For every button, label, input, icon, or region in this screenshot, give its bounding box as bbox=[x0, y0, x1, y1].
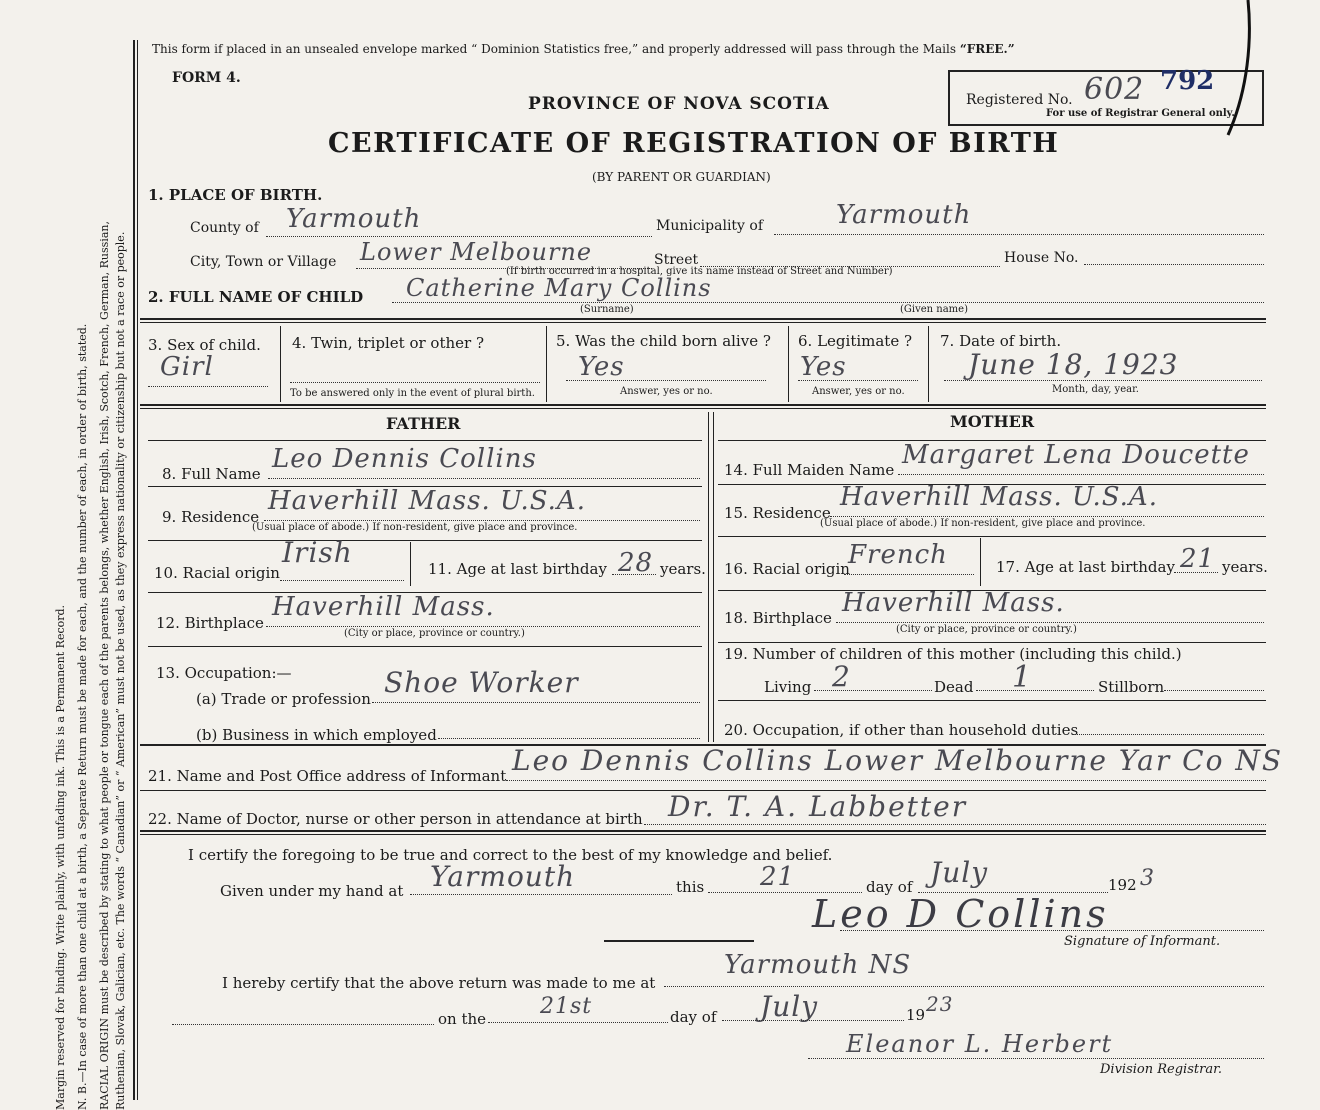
registrar-note: For use of Registrar General only. bbox=[1046, 108, 1235, 119]
dob-line bbox=[944, 380, 1262, 381]
hospital-note: (If birth occurred in a hospital, give its name instead of Street and Number) bbox=[506, 266, 893, 277]
informant-label: 21. Name and Post Office address of Informant bbox=[148, 767, 507, 785]
informant-signature: Leo D Collins bbox=[812, 892, 1109, 936]
mother-birthplace-note: (City or place, province or country.) bbox=[896, 624, 1077, 635]
dob-value: June 18, 1923 bbox=[968, 348, 1179, 381]
registrar-day-line bbox=[488, 1022, 668, 1023]
informant-line bbox=[506, 780, 1266, 781]
alive-line bbox=[566, 380, 766, 381]
mother-name-value: Margaret Lena Doucette bbox=[902, 440, 1250, 470]
child-name-label: 2. FULL NAME OF CHILD bbox=[148, 288, 364, 306]
legit-value: Yes bbox=[800, 352, 847, 382]
twin-line bbox=[290, 382, 540, 383]
registrar-month: July bbox=[760, 990, 819, 1023]
father-residence-note: (Usual place of abode.) If non-resident, give place and province. bbox=[252, 522, 578, 533]
divider-v2 bbox=[546, 326, 547, 402]
registrar-signature-label: Division Registrar. bbox=[1100, 1062, 1222, 1077]
sex-label: 3. Sex of child. bbox=[148, 336, 261, 354]
form-number: FORM 4. bbox=[172, 70, 241, 86]
father-name-line bbox=[268, 478, 700, 479]
municipality-line bbox=[774, 234, 1264, 235]
margin-notes bbox=[40, 30, 140, 1110]
certify-statement: I certify the foregoing to be true and correct to the best of my knowledge and belief. bbox=[188, 846, 833, 864]
registrar-statement: I hereby certify that the above return was made to me at bbox=[222, 974, 656, 992]
father-divider-age bbox=[410, 542, 411, 586]
registrar-year-suffix: 23 bbox=[926, 992, 954, 1016]
house-line bbox=[1084, 264, 1264, 265]
father-business-line bbox=[438, 738, 700, 739]
rule-2b bbox=[140, 408, 1266, 409]
mother-years: years. bbox=[1222, 558, 1268, 576]
registrar-month-line bbox=[722, 1020, 904, 1021]
father-years: years. bbox=[660, 560, 706, 578]
father-trade-line bbox=[372, 702, 700, 703]
province-heading: PROVINCE OF NOVA SCOTIA bbox=[528, 94, 830, 114]
divider-v4 bbox=[928, 326, 929, 402]
mother-dead-label: Dead bbox=[934, 678, 974, 696]
twin-note: To be answered only in the event of plural birth. bbox=[290, 388, 535, 399]
municipality-value: Yarmouth bbox=[836, 200, 972, 230]
father-name-label: 8. Full Name bbox=[162, 465, 261, 483]
day-of-label: day of bbox=[866, 878, 913, 896]
mother-heading: MOTHER bbox=[950, 412, 1035, 431]
registrar-on-the: on the bbox=[438, 1010, 487, 1028]
registered-box bbox=[948, 66, 1264, 126]
mother-dead-value: 1 bbox=[1012, 660, 1033, 695]
doctor-line bbox=[644, 824, 1266, 825]
this-label: this bbox=[676, 878, 705, 896]
mother-occupation-label: 20. Occupation, if other than household duties bbox=[724, 721, 1079, 739]
given-place: Yarmouth bbox=[430, 860, 576, 893]
margin-note-2: N. B.—In case of more than one child at a birth, a Separate Return must be made for each, and the number of each, in order of birth, stated. bbox=[76, 323, 89, 1110]
page-title: CERTIFICATE OF REGISTRATION OF BIRTH bbox=[328, 128, 1060, 159]
place-heading: 1. PLACE OF BIRTH. bbox=[148, 186, 323, 204]
margin-note-4: Ruthenian, Slovak, Galician, etc. The words “ Canadian” or “ American” must not be used, as they express nationality or citizenship but not a race or people. bbox=[114, 231, 127, 1110]
father-residence-label: 9. Residence bbox=[162, 508, 260, 526]
child-name-value: Catherine Mary Collins bbox=[406, 274, 712, 302]
father-business-label: (b) Business in which employed bbox=[196, 726, 437, 744]
mother-name-line bbox=[898, 474, 1264, 475]
father-age-line bbox=[612, 574, 656, 575]
father-trade-label: (a) Trade or profession bbox=[196, 690, 371, 708]
mother-birthplace-value: Haverhill Mass. bbox=[842, 588, 1065, 618]
mother-living-value: 2 bbox=[832, 660, 851, 693]
mother-residence-label: 15. Residence bbox=[724, 504, 831, 522]
father-racial-label: 10. Racial origin bbox=[154, 564, 280, 582]
given-month: July bbox=[930, 856, 989, 889]
registrar-signature-line bbox=[808, 1058, 1264, 1059]
father-racial-value: Irish bbox=[282, 536, 353, 569]
registrar-signature: Eleanor L. Herbert bbox=[846, 1030, 1114, 1058]
house-label: House No. bbox=[1004, 250, 1079, 266]
mother-residence-line bbox=[830, 516, 1264, 517]
father-rule-2 bbox=[148, 540, 702, 541]
margin-note-1: Margin reserved for binding. Write plainly, with unfading ink. This is a Permanent Record. bbox=[54, 604, 67, 1110]
margin-rule-inner bbox=[137, 40, 138, 1100]
legit-note: Answer, yes or no. bbox=[812, 386, 905, 397]
mother-rule-2 bbox=[718, 536, 1266, 537]
county-line bbox=[266, 236, 652, 237]
legit-line bbox=[798, 380, 918, 381]
father-trade-value: Shoe Worker bbox=[384, 666, 579, 699]
informant-signature-line bbox=[840, 930, 1264, 931]
registrar-place-line bbox=[664, 986, 1264, 987]
rule-1b bbox=[140, 322, 1266, 323]
margin-rule bbox=[133, 40, 135, 1100]
county-label: County of bbox=[190, 220, 259, 236]
given-year-suffix: 3 bbox=[1140, 866, 1155, 891]
divider-v1 bbox=[280, 326, 281, 402]
city-value: Lower Melbourne bbox=[360, 238, 593, 266]
registered-label: Registered No. bbox=[966, 92, 1073, 108]
mother-rule-5 bbox=[718, 700, 1266, 701]
mother-living-label: Living bbox=[764, 678, 812, 696]
mother-birthplace-label: 18. Birthplace bbox=[724, 609, 832, 627]
rule-5 bbox=[140, 830, 1266, 832]
mother-children-label: 19. Number of children of this mother (including this child.) bbox=[724, 645, 1182, 663]
registered-stamp: 792 bbox=[1160, 66, 1215, 96]
father-head-rule bbox=[148, 440, 702, 441]
mother-age-label: 17. Age at last birthday bbox=[996, 558, 1175, 576]
mother-racial-value: French bbox=[848, 540, 948, 570]
alive-label: 5. Was the child born alive ? bbox=[556, 332, 771, 350]
doctor-label: 22. Name of Doctor, nurse or other person in attendance at birth bbox=[148, 810, 643, 828]
mother-birthplace-line bbox=[836, 622, 1264, 623]
registered-number: 602 bbox=[1084, 72, 1145, 107]
mother-racial-label: 16. Racial origin bbox=[724, 560, 850, 578]
child-name-line bbox=[392, 302, 1264, 303]
registrar-place: Yarmouth NS bbox=[724, 950, 912, 980]
street-label: Street bbox=[654, 252, 699, 268]
rule-5b bbox=[140, 834, 1266, 835]
father-birthplace-label: 12. Birthplace bbox=[156, 614, 264, 632]
registrar-day-of: day of bbox=[670, 1008, 717, 1026]
given-year-prefix: 192 bbox=[1108, 876, 1137, 894]
father-occupation-label: 13. Occupation:— bbox=[156, 664, 292, 682]
alive-value: Yes bbox=[578, 352, 625, 382]
alive-note: Answer, yes or no. bbox=[620, 386, 713, 397]
surname-note: (Surname) bbox=[580, 304, 634, 315]
twin-label: 4. Twin, triplet or other ? bbox=[292, 334, 484, 352]
registrar-left-line bbox=[172, 1024, 434, 1025]
mother-name-label: 14. Full Maiden Name bbox=[724, 461, 895, 479]
informant-signature-label: Signature of Informant. bbox=[1064, 934, 1221, 949]
informant-value: Leo Dennis Collins Lower Melbourne Yar Co NS bbox=[512, 744, 1284, 777]
father-age-label: 11. Age at last birthday bbox=[428, 560, 607, 578]
doctor-value: Dr. T. A. Labbetter bbox=[668, 790, 968, 823]
postal-notice bbox=[152, 42, 1015, 56]
rule-1 bbox=[140, 318, 1266, 320]
certify-short-rule bbox=[604, 940, 754, 942]
margin-note-3: RACIAL ORIGIN must be described by stating to what people or tongue each of the parents belongs, whether English, Irish, Scotch, French, German, Russian, bbox=[98, 221, 111, 1110]
mother-living-line bbox=[814, 690, 932, 691]
given-label: Given under my hand at bbox=[220, 882, 404, 900]
father-racial-line bbox=[280, 580, 404, 581]
mother-racial-line bbox=[844, 574, 974, 575]
ink-stroke-decoration bbox=[1218, 0, 1258, 140]
municipality-label: Municipality of bbox=[656, 218, 764, 234]
mother-age-line bbox=[1174, 572, 1218, 573]
mother-residence-value: Haverhill Mass. U.S.A. bbox=[840, 482, 1158, 512]
mother-residence-note: (Usual place of abode.) If non-resident, give place and province. bbox=[820, 518, 1146, 529]
sex-line bbox=[148, 386, 268, 387]
mother-dead-line bbox=[976, 690, 1094, 691]
father-rule-4 bbox=[148, 646, 702, 647]
this-day: 21 bbox=[760, 862, 796, 892]
given-name-note: (Given name) bbox=[900, 304, 968, 315]
registrar-year-prefix: 19 bbox=[906, 1006, 926, 1024]
dob-note: Month, day, year. bbox=[1052, 384, 1139, 395]
registrar-day: 21st bbox=[540, 994, 593, 1019]
postal-notice-text: This form if placed in an unsealed envelope marked “ Dominion Statistics free,” and properly addressed will pass through the Mails bbox=[152, 42, 956, 56]
postal-free-text: “FREE.” bbox=[959, 42, 1015, 56]
dob-label: 7. Date of birth. bbox=[940, 332, 1062, 350]
mother-divider-age bbox=[980, 538, 981, 586]
parent-divider-a bbox=[708, 412, 709, 742]
father-birthplace-line bbox=[266, 626, 700, 627]
father-birthplace-note: (City or place, province or country.) bbox=[344, 628, 525, 639]
father-age-value: 28 bbox=[618, 548, 654, 578]
father-name-value: Leo Dennis Collins bbox=[272, 444, 537, 474]
father-heading: FATHER bbox=[386, 414, 461, 433]
mother-stillborn-label: Stillborn bbox=[1098, 678, 1165, 696]
sex-value: Girl bbox=[160, 352, 214, 382]
legit-label: 6. Legitimate ? bbox=[798, 332, 913, 350]
parent-divider-b bbox=[713, 412, 714, 742]
mother-rule-4 bbox=[718, 642, 1266, 643]
mother-stillborn-line bbox=[1164, 690, 1264, 691]
divider-v3 bbox=[788, 326, 789, 402]
father-residence-value: Haverhill Mass. U.S.A. bbox=[268, 486, 586, 516]
page-subtitle: (BY PARENT OR GUARDIAN) bbox=[592, 170, 771, 184]
father-birthplace-value: Haverhill Mass. bbox=[272, 592, 495, 622]
mother-occupation-line bbox=[1072, 734, 1264, 735]
county-value: Yarmouth bbox=[286, 204, 422, 234]
given-place-line bbox=[410, 894, 672, 895]
rule-2 bbox=[140, 404, 1266, 406]
mother-age-value: 21 bbox=[1180, 544, 1216, 574]
city-label: City, Town or Village bbox=[190, 254, 337, 270]
father-residence-line bbox=[264, 520, 700, 521]
